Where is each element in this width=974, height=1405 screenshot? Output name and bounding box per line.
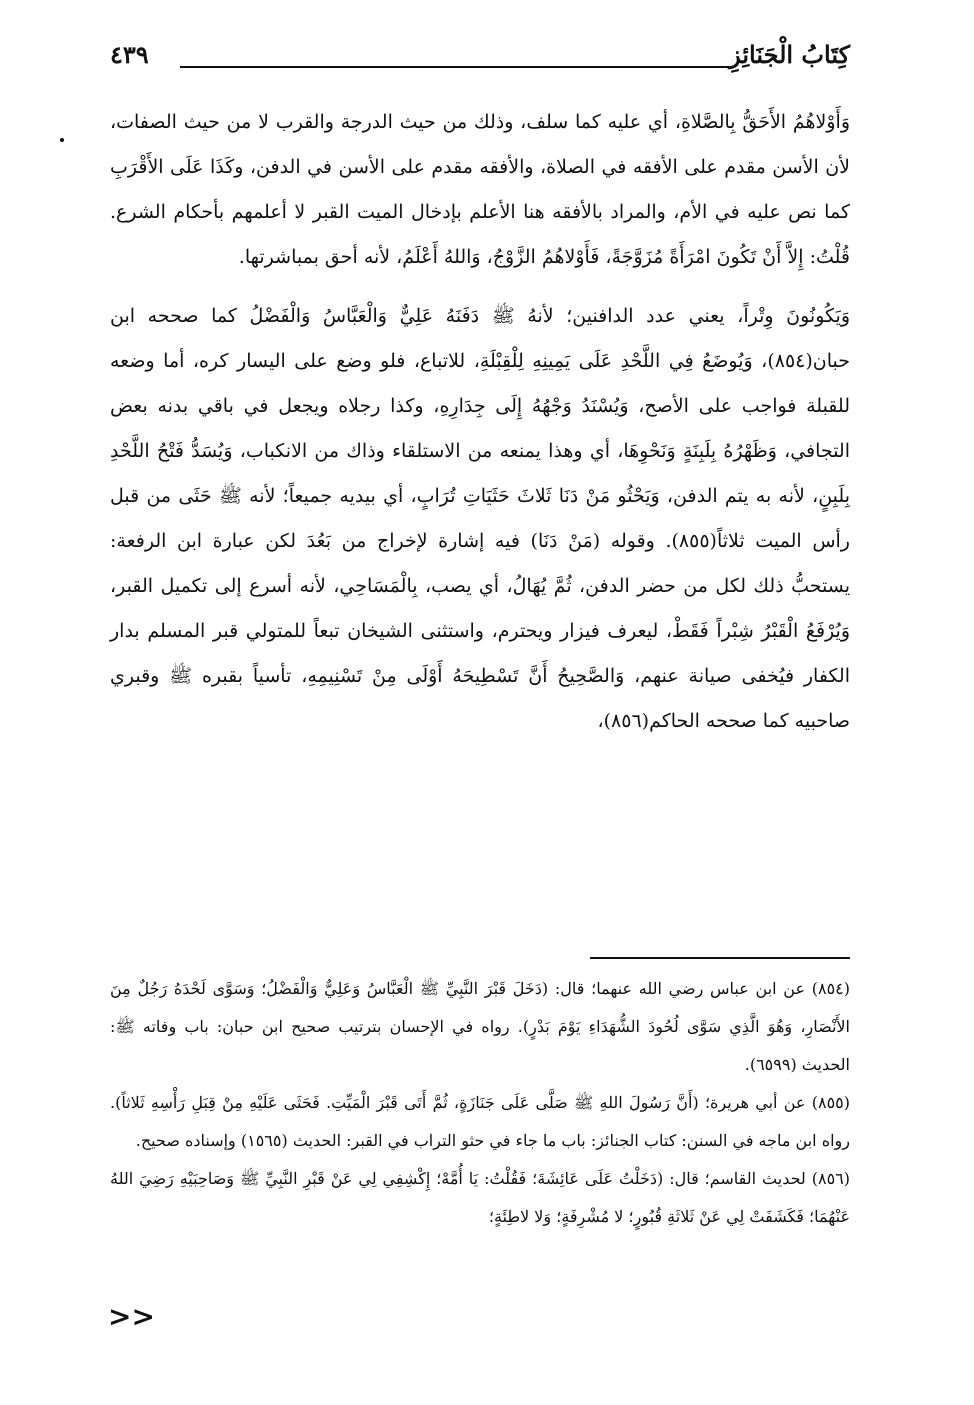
- paragraph-1: وَأَوْلاهُمُ الأَحَقُّ بِالصَّلاةِ، أي عليه كما سلف، وذلك من حيث الدرجة والقرب لا من حيث الصفات، لأن الأسن مقدم على الأفقه في الصلاة، والأفقه مقدم على الأسن في الدفن، وكَذَا عَلَى الأَقْرَبِ كما نص عليه في الأم، والمراد بالأفقه هنا الأعلم بإدخال الميت القبر لا أعلمهم بأحكام الشرع. قُلْتُ: إِلاَّ أَنْ تَكُونَ امْرَأَةً مُزَوَّجَةً، فَأَوْلاهُمُ الزَّوْجُ، وَاللهُ أَعْلَمُ، لأنه أحق بمباشرتها.: [110, 111, 850, 268]
- main-text: [110, 100, 850, 744]
- paragraph-2: وَيَكُونُونَ وِتْراً، يعني عدد الدافنين؛ لأنهُ ﷺ دَفَنَهُ عَلِيٌّ وَالْعَبَّاسُ وَالْفَضْلُ كما صححه ابن حبان(٨٥٤)، وَيُوضَعُ فِي اللَّحْدِ عَلَى يَمِينِهِ لِلْقِبْلَةِ، للاتباع، فلو وضع على اليسار كره، أما وضعه للقبلة فواجب على الأصح، وَيُسْنَدُ وَجْهُهُ إِلَى جِدَارِهِ، وكذا رجلاه ويجعل في باقي بدنه بعض التجافي، وَظَهْرُهُ بِلَبِنَةٍ وَنَحْوِهَا، أي وهذا يمنعه من الاستلقاء وذاك من الانكباب، وَيُسَدُّ فَتْحُ اللَّحْدِ بِلَبِنٍ، لأنه به يتم الدفن، وَيَحْثُو مَنْ دَنَا ثَلاثَ حَثَيَاتِ تُرَابٍ، أي بيديه جميعاً؛ لأنه ﷺ حَثَى من قبل رأس الميت ثلاثاً(٨٥٥). وقوله (مَنْ دَنَا) فيه إشارة لإخراج من بَعُدَ لكن عبارة ابن الرفعة: يستحبُّ ذلك لكل من حضر الدفن، ثُمَّ يُهَالُ، أي يصب، بِالْمَسَاحِي، لأنه أسرع إلى تكميل القبر، وَيُرْفَعُ الْقَبْرُ شِبْراً فَقَطْ، ليعرف فيزار ويحترم، واستثنى الشيخان تبعاً للمتولي قبر المسلم بدار الكفار فيُخفى صيانة عنهم، وَالصَّحِيحُ أَنَّ تَسْطِيحَهُ أَوْلَى مِنْ تَسْنِيمِهِ، تأسياً بقبره ﷺ وقبري صاحبيه كما صححه الحاكم(٨٥٦)،: [110, 305, 851, 732]
- footnote-854: (٨٥٤) عن ابن عباس رضي الله عنهما؛ قال: (دَخَلَ قَبْرَ النَّبِيِّ ﷺ الْعَبَّاسُ وَعَلِيٌّ وَالْفَضْلُ؛ وَسَوَّى لَحْدَهُ رَجُلٌ مِنَ الأَنْصَارِ، وَهُوَ الَّذِي سَوَّى لُحُودَ الشُّهَدَاءِ يَوْمَ بَدْرٍ). رواه في الإحسان بترتيب صحيح ابن حبان: باب وفاته ﷺ: الحديث (٦٥٩٩).: [110, 979, 851, 1074]
- footnote-856: (٨٥٦) لحديث القاسم؛ قال: (دَخَلْتُ عَلَى عَائِشَةَ؛ فَقُلْتُ: يَا أُمَّهْ؛ إِكْشِفِي لِي عَنْ قَبْرِ النَّبِيِّ ﷺ وَصَاحِبَيْهِ رَضِيَ اللهُ عَنْهُمَا؛ فَكَشَفَتْ لِي عَنْ ثَلاثَةِ قُبُورٍ؛ لا مُشْرِفَةٍ؛ وَلا لاطِئَةٍ؛: [110, 1169, 850, 1226]
- header-rule: [180, 66, 730, 68]
- footnote-855: (٨٥٥) عن أبي هريرة؛ (أَنَّ رَسُولَ اللهِ ﷺ صَلَّى عَلَى جَنَازَةٍ، ثُمَّ أَتَى قَبْرَ الْمَيِّتِ. فَحَثَى عَلَيْهِ مِنْ قِبَلِ رَأْسِهِ ثَلاثاً). رواه ابن ماجه في السنن: كتاب الجنائز: باب ما جاء في حثو التراب في القبر: الحديث (١٥٦٥) وإسناده صحيح.: [110, 1093, 850, 1150]
- continuation-mark: >>: [108, 1300, 155, 1333]
- footnote-separator: [590, 957, 850, 959]
- page-header: [110, 36, 850, 76]
- page-number: ٤٣٩: [110, 40, 149, 69]
- running-title: كِتَابُ الْجَنَائِزِ: [729, 40, 850, 69]
- scan-speck: [60, 138, 64, 142]
- footnotes: [110, 970, 850, 1236]
